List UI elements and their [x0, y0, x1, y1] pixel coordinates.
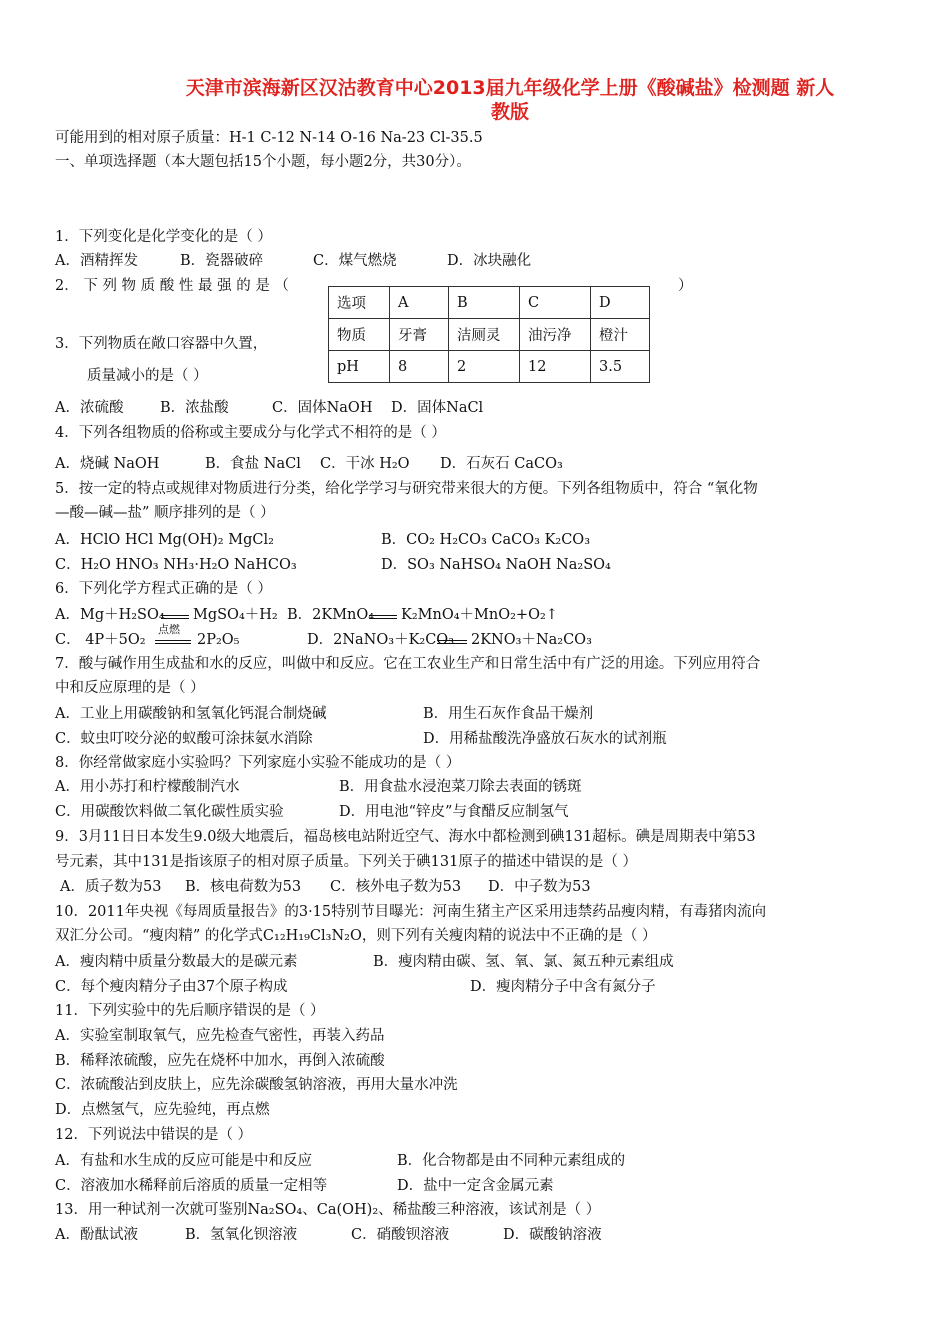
option-a: A．瘦肉精中质量分数最大的是碳元素: [55, 954, 298, 970]
question-6-options-row2: [55, 623, 915, 650]
table-cell: 3.5: [591, 351, 650, 383]
option-d-reactants: D．2NaNO₃＋K₂CO₃: [307, 632, 455, 648]
option-a-products: MgSO₄＋H₂: [193, 607, 278, 623]
question-10-stem: 10．2011年央视《每周质量报告》的3·15特别节目曝光：河南生猪主产区采用违禁药品瘦肉精，有毒猪肉流向: [55, 904, 767, 920]
option-a: A．酚酞试液: [55, 1227, 138, 1243]
table-cell: 12: [520, 351, 591, 383]
question-5-stem-continued: —酸—碱—盐” 顺序排列的是（ ）: [55, 505, 275, 521]
option-a-reactants: A．Mg＋H₂SO₄: [55, 607, 165, 623]
option-a: A．用小苏打和柠檬酸制汽水: [55, 779, 240, 795]
option-a: A．实验室制取氧气，应先检查气密性，再装入药品: [55, 1028, 385, 1044]
option-d: D．固体NaCl: [391, 400, 484, 416]
option-c: C．蚊虫叮咬分泌的蚁酸可涂抹氨水消除: [55, 731, 313, 747]
question-5-options-row1: [55, 530, 915, 550]
question-7-options-row2: [55, 729, 915, 749]
option-b: B．食盐 NaCl: [205, 456, 301, 472]
table-cell: pH: [329, 351, 390, 383]
option-c-reactants: C． 4P＋5O₂: [55, 632, 146, 648]
option-b-products: K₂MnO₄＋MnO₂+O₂↑: [401, 607, 558, 623]
table-cell: D: [591, 287, 650, 319]
table-cell: 物质: [329, 319, 390, 351]
option-d: D．冰块融化: [447, 253, 532, 269]
question-2-close: ）: [678, 278, 693, 294]
option-b: B．稀释浓硫酸，应先在烧杯中加水，再倒入浓硫酸: [55, 1053, 385, 1069]
reaction-condition: 点燃: [158, 623, 180, 636]
question-1-stem: 1．下列变化是化学变化的是（ ）: [55, 229, 272, 245]
table-cell: 2: [449, 351, 520, 383]
section-heading: 一、单项选择题（本大题包括15个小题，每小题2分，共30分）。: [55, 154, 471, 170]
question-3-stem-continued: 质量减小的是（ ）: [87, 368, 208, 384]
question-12-options-row1: [55, 1151, 915, 1171]
option-d: D．用稀盐酸洗净盛放石灰水的试剂瓶: [423, 731, 667, 747]
option-c: C．H₂O HNO₃ NH₃·H₂O NaHCO₃: [55, 557, 297, 573]
table-cell: 橙汁: [591, 319, 650, 351]
option-c-products: 2P₂O₅: [197, 632, 240, 648]
question-1-options: [55, 251, 915, 271]
question-9-stem-continued: 号元素，其中131是指该原子的相对原子质量。下列关于碘131原子的描述中错误的是（ ）: [55, 854, 637, 870]
question-8-stem: 8．你经常做家庭小实验吗？下列家庭小实验不能成功的是（ ）: [55, 755, 461, 771]
option-a: A．工业上用碳酸钠和氢氧化钙混合制烧碱: [55, 706, 327, 722]
question-7-stem: 7．酸与碱作用生成盐和水的反应，叫做中和反应。它在工农业生产和日常生活中有广泛的用途。下列应用符合: [55, 656, 761, 672]
question-2-stem: 2． 下 列 物 质 酸 性 最 强 的 是 （: [55, 278, 289, 294]
option-d-products: 2KNO₃＋Na₂CO₃: [471, 632, 592, 648]
equation-equals-sign: [437, 640, 467, 644]
option-a: A．质子数为53: [60, 879, 162, 895]
question-4-stem: 4．下列各组物质的俗称或主要成分与化学式不相符的是（ ）: [55, 425, 446, 441]
option-d: D．盐中一定含金属元素: [397, 1178, 554, 1194]
table-row: [329, 351, 650, 383]
option-c: C．用碳酸饮料做二氧化碳性质实验: [55, 804, 284, 820]
equation-equals-sign: [161, 615, 189, 619]
table-cell: 牙膏: [390, 319, 449, 351]
option-b: B．化合物都是由不同种元素组成的: [397, 1153, 626, 1169]
table-cell: C: [520, 287, 591, 319]
atomic-masses: 可能用到的相对原子质量：H-1 C-12 N-14 O-16 Na-23 Cl-35.5: [55, 130, 483, 146]
option-b: B．氢氧化钡溶液: [185, 1227, 298, 1243]
option-a: A．酒精挥发: [55, 253, 138, 269]
table-cell: 油污净: [520, 319, 591, 351]
table-cell: B: [449, 287, 520, 319]
option-b: B．瘦肉精由碳、氢、氧、氯、氮五种元素组成: [373, 954, 674, 970]
option-c: C．核外电子数为53: [330, 879, 462, 895]
option-a: A．有盐和水生成的反应可能是中和反应: [55, 1153, 312, 1169]
equation-equals-sign: [369, 615, 397, 619]
table-cell: 8: [390, 351, 449, 383]
option-b: B．用生石灰作食品干燥剂: [423, 706, 594, 722]
table-cell: 洁厕灵: [449, 319, 520, 351]
option-d: D．石灰石 CaCO₃: [440, 456, 563, 472]
option-d: D．SO₃ NaHSO₄ NaOH Na₂SO₄: [381, 557, 611, 573]
table-cell: 选项: [329, 287, 390, 319]
option-a: A．浓硫酸: [55, 400, 124, 416]
question-13-options: [55, 1225, 915, 1245]
document-title: 天津市滨海新区汉沽教育中心2013届九年级化学上册《酸碱盐》检测题 新人: [185, 77, 835, 99]
table-cell: A: [390, 287, 449, 319]
option-d: D．用电池“锌皮”与食醋反应制氢气: [339, 804, 569, 820]
option-c: C．固体NaOH: [272, 400, 373, 416]
option-d: D．点燃氢气，应先验纯，再点燃: [55, 1102, 270, 1118]
question-9-stem: 9．3月11日日本发生9.0级大地震后，福岛核电站附近空气、海水中都检测到碘131超标。碘是周期表中第53: [55, 829, 756, 845]
option-d: D．瘦肉精分子中含有氮分子: [470, 979, 656, 995]
option-c: C．干冰 H₂O: [320, 456, 410, 472]
option-b: B．浓盐酸: [160, 400, 229, 416]
question-7-options-row1: [55, 704, 915, 724]
option-c: C．浓硫酸沾到皮肤上，应先涂碳酸氢钠溶液，再用大量水冲洗: [55, 1077, 458, 1093]
option-b: B．用食盐水浸泡菜刀除去表面的锈斑: [339, 779, 582, 795]
option-c: C．溶液加水稀释前后溶质的质量一定相等: [55, 1178, 328, 1194]
question-5-options-row2: [55, 555, 915, 575]
question-12-stem: 12．下列说法中错误的是（ ）: [55, 1127, 253, 1143]
option-d: D．中子数为53: [488, 879, 591, 895]
question-12-options-row2: [55, 1176, 915, 1196]
question-10-stem-continued: 双汇分公司。“瘦肉精” 的化学式C₁₂H₁₉Cl₃N₂O，则下列有关瘦肉精的说法中不正确的是（ ）: [55, 928, 657, 944]
question-7-stem-continued: 中和反应原理的是（ ）: [55, 680, 205, 696]
option-b: B．瓷器破碎: [180, 253, 264, 269]
question-11-stem: 11．下列实验中的先后顺序错误的是（ ）: [55, 1003, 325, 1019]
table-row: [329, 319, 650, 351]
option-b: B．CO₂ H₂CO₃ CaCO₃ K₂CO₃: [381, 532, 591, 548]
option-d: D．碳酸钠溶液: [503, 1227, 602, 1243]
question-9-options: [60, 877, 920, 897]
document-title-continued: 教版: [490, 101, 529, 123]
question-8-options-row2: [55, 802, 915, 822]
option-b-reactants: B．2KMnO₄: [287, 607, 375, 623]
question-5-stem: 5．按一定的特点或规律对物质进行分类，给化学学习与研究带来很大的方便。下列各组物质中，符合 “氧化物: [55, 481, 758, 497]
question-13-stem: 13．用一种试剂一次就可鉴别Na₂SO₄、Ca(OH)₂、稀盐酸三种溶液，该试剂是（ ）: [55, 1202, 601, 1218]
question-8-options-row1: [55, 777, 915, 797]
option-c: C．煤气燃烧: [313, 253, 397, 269]
question-10-options-row1: [55, 952, 915, 972]
ph-table: [328, 286, 650, 383]
option-b: B．核电荷数为53: [185, 879, 302, 895]
question-3-stem: 3．下列物质在敞口容器中久置，: [55, 336, 268, 352]
question-3-options: [55, 398, 915, 418]
option-c: C．每个瘦肉精分子由37个原子构成: [55, 979, 288, 995]
question-4-options: [55, 454, 915, 474]
equation-equals-sign: [155, 640, 191, 644]
table-row: [329, 287, 650, 319]
option-c: C．硝酸钡溶液: [351, 1227, 450, 1243]
option-a: A．HClO HCl Mg(OH)₂ MgCl₂: [55, 532, 274, 548]
option-a: A．烧碱 NaOH: [55, 456, 160, 472]
question-6-options-row1: [55, 605, 915, 625]
question-10-options-row2: [55, 977, 915, 997]
question-6-stem: 6．下列化学方程式正确的是（ ）: [55, 581, 272, 597]
